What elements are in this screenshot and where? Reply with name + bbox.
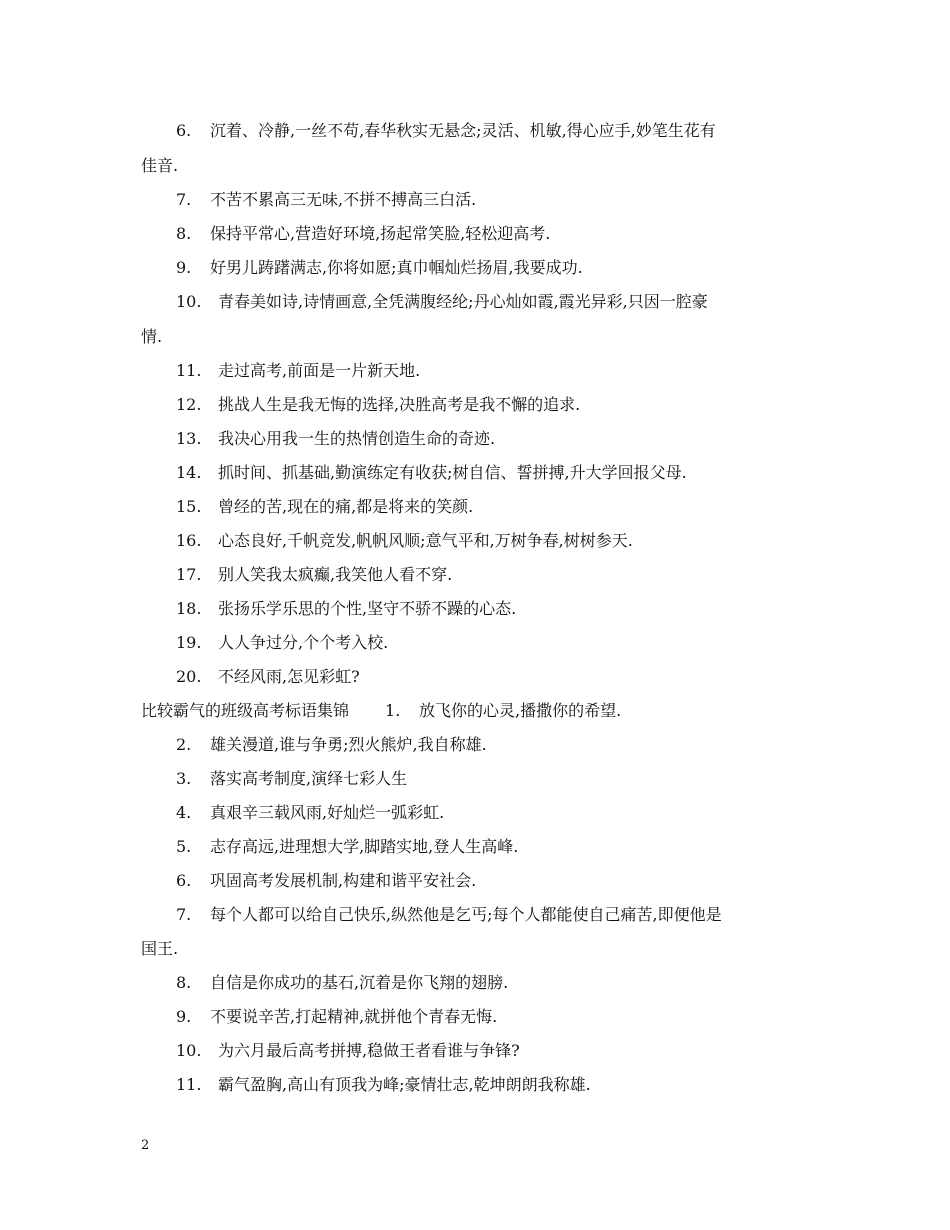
list-item: 15. 曾经的苦,现在的痛,都是将来的笑颜.: [176, 497, 474, 516]
page-number: 2: [141, 1138, 150, 1153]
section-heading-row: 比较霸气的班级高考标语集锦 1. 放飞你的心灵,播撒你的希望.: [141, 701, 622, 720]
list-item: 8. 保持平常心,营造好环境,扬起常笑脸,轻松迎高考.: [176, 224, 551, 243]
list-item: 10. 青春美如诗,诗情画意,全凭满腹经纶;丹心灿如霞,霞光异彩,只因一腔豪: [176, 292, 708, 311]
list-item: 4. 真艰辛三载风雨,好灿烂一弧彩虹.: [176, 803, 445, 822]
list-item: 6. 沉着、冷静,一丝不苟,春华秋实无悬念;灵活、机敏,得心应手,妙笔生花有: [176, 121, 716, 140]
list-item: 9. 不要说辛苦,打起精神,就拼他个青春无悔.: [176, 1007, 498, 1026]
list-item: 14. 抓时间、抓基础,勤演练定有收获;树自信、誓拼搏,升大学回报父母.: [176, 463, 687, 482]
list-item-continuation: 佳音.: [141, 156, 179, 175]
list-item: 8. 自信是你成功的基石,沉着是你飞翔的翅膀.: [176, 973, 509, 992]
list-item: 7. 不苦不累高三无味,不拼不搏高三白活.: [176, 190, 477, 209]
list-item: 5. 志存高远,进理想大学,脚踏实地,登人生高峰.: [176, 837, 519, 856]
list-item-continuation: 国王.: [141, 939, 179, 958]
list-item: 19. 人人争过分,个个考入校.: [176, 633, 389, 652]
list-item: 11. 走过高考,前面是一片新天地.: [176, 361, 421, 380]
list-item: 20. 不经风雨,怎见彩虹?: [176, 667, 360, 686]
list-item-continuation: 情.: [141, 327, 163, 346]
list-item: 7. 每个人都可以给自己快乐,纵然他是乞丐;每个人都能使自己痛苦,即便他是: [176, 905, 722, 924]
list-item: 11. 霸气盈胸,高山有顶我为峰;豪情壮志,乾坤朗朗我称雄.: [176, 1075, 591, 1094]
list-item: 12. 挑战人生是我无悔的选择,决胜高考是我不懈的追求.: [176, 395, 581, 414]
list-item: 6. 巩固高考发展机制,构建和谐平安社会.: [176, 871, 477, 890]
section-title: 比较霸气的班级高考标语集锦: [141, 701, 350, 720]
list-item: 9. 好男儿踌躇满志,你将如愿;真巾帼灿烂扬眉,我要成功.: [176, 258, 583, 277]
list-item: 13. 我决心用我一生的热情创造生命的奇迹.: [176, 429, 496, 448]
list-item: 17. 别人笑我太疯癫,我笑他人看不穿.: [176, 565, 453, 584]
list-item: 2. 雄关漫道,谁与争勇;烈火熊炉,我自称雄.: [176, 735, 487, 754]
list-item: 18. 张扬乐学乐思的个性,坚守不骄不躁的心态.: [176, 599, 517, 618]
list-item: 16. 心态良好,千帆竞发,帆帆风顺;意气平和,万树争春,树树参天.: [176, 531, 633, 550]
list-item: 3. 落实高考制度,演绎七彩人生: [176, 769, 408, 788]
list-item: 10. 为六月最后高考拼搏,稳做王者看谁与争锋?: [176, 1041, 520, 1060]
